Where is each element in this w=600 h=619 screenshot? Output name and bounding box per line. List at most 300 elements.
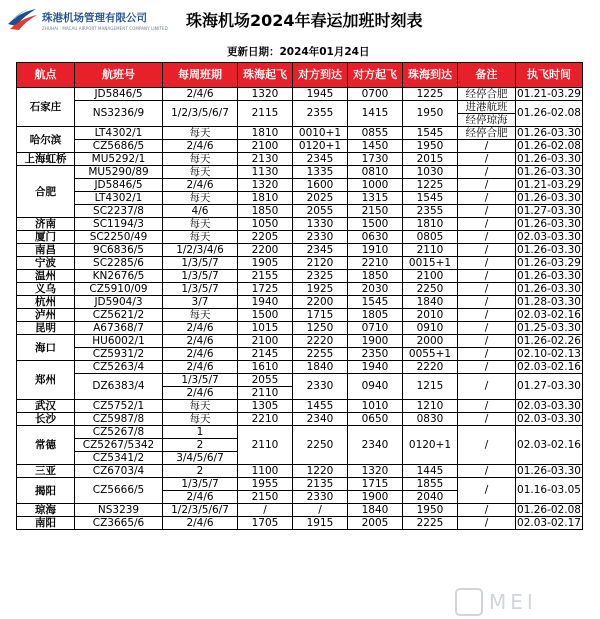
table-cell bbox=[516, 413, 583, 426]
table-cell bbox=[238, 335, 293, 348]
table-cell bbox=[403, 244, 458, 257]
table-cell bbox=[238, 166, 293, 179]
cell-line: 2225 bbox=[416, 517, 444, 529]
table-row bbox=[17, 335, 583, 348]
airport-cell: 常德 bbox=[17, 426, 75, 465]
table-cell bbox=[75, 335, 163, 348]
cell-line: 1/3/5/7 bbox=[181, 257, 219, 269]
cell-line: / bbox=[484, 179, 489, 191]
table-body bbox=[17, 88, 583, 530]
cell-line: 1925 bbox=[306, 283, 334, 295]
cell-line: 每天 bbox=[189, 192, 211, 204]
table-cell bbox=[458, 192, 516, 205]
cell-line: NS3236/9 bbox=[92, 107, 145, 119]
table-cell bbox=[293, 465, 348, 478]
table-cell bbox=[293, 361, 348, 374]
cell-line: 0855 bbox=[361, 127, 389, 139]
table-cell bbox=[75, 517, 163, 530]
cell-line: / bbox=[484, 439, 489, 451]
airport-cell: 南阳 bbox=[17, 517, 75, 530]
table-cell bbox=[348, 140, 403, 153]
cell-line: 1810 bbox=[416, 218, 444, 230]
table-cell bbox=[293, 257, 348, 270]
cell-line: 1715 bbox=[348, 478, 402, 491]
table-row bbox=[17, 400, 583, 413]
table-cell bbox=[163, 504, 238, 517]
airport-cell: 郑州 bbox=[17, 361, 75, 400]
cell-line: 每天 bbox=[189, 231, 211, 243]
table-cell bbox=[238, 400, 293, 413]
table-cell bbox=[293, 140, 348, 153]
table-cell bbox=[403, 192, 458, 205]
table-cell bbox=[75, 257, 163, 270]
cell-line: 1955 bbox=[238, 478, 292, 491]
table-cell bbox=[403, 257, 458, 270]
cell-line: 2355 bbox=[306, 107, 334, 119]
cell-line: 1610 bbox=[251, 361, 279, 373]
logo-swoosh-icon bbox=[6, 6, 38, 32]
airport-cell: 武汉 bbox=[17, 400, 75, 413]
cell-line: 02.03-02.17 bbox=[517, 517, 581, 529]
table-cell bbox=[348, 426, 403, 465]
cell-line: 1030 bbox=[416, 166, 444, 178]
cell-line: 每天 bbox=[189, 309, 211, 321]
table-cell bbox=[75, 231, 163, 244]
cell-line: 1215 bbox=[416, 380, 444, 392]
cell-line: / bbox=[484, 309, 489, 321]
cell-line: 1810 bbox=[251, 127, 279, 139]
cell-line: / bbox=[484, 192, 489, 204]
column-header: 执飞时间 bbox=[516, 63, 583, 88]
cell-line: 01.26-03.30 bbox=[517, 465, 581, 477]
cell-line: 1705 bbox=[251, 517, 279, 529]
airport-cell: 琼海 bbox=[17, 504, 75, 517]
cell-line: 0120+1 bbox=[408, 439, 452, 451]
cell-line: 2100 bbox=[251, 335, 279, 347]
cell-line: 02.03-02.16 bbox=[517, 309, 581, 321]
cell-line: 2/4/6 bbox=[186, 361, 214, 373]
table-cell bbox=[75, 205, 163, 218]
table-cell bbox=[75, 140, 163, 153]
table-row bbox=[17, 205, 583, 218]
table-cell bbox=[516, 465, 583, 478]
cell-line: 2350 bbox=[361, 348, 389, 360]
cell-line: 2150 bbox=[251, 491, 279, 503]
table-cell bbox=[163, 413, 238, 426]
cell-line: CZ5752/1 bbox=[92, 400, 145, 412]
table-row bbox=[17, 218, 583, 231]
cell-line: / bbox=[484, 484, 489, 496]
table-cell bbox=[163, 296, 238, 309]
table-cell bbox=[293, 218, 348, 231]
cell-line: 01.26-03.30 bbox=[517, 244, 581, 256]
table-cell bbox=[238, 374, 293, 400]
table-cell bbox=[348, 231, 403, 244]
table-cell bbox=[403, 322, 458, 335]
table-cell bbox=[348, 166, 403, 179]
airport-cell: 海口 bbox=[17, 335, 75, 361]
airport-cell: 三亚 bbox=[17, 465, 75, 478]
cell-line: 0120+1 bbox=[298, 140, 342, 152]
table-cell bbox=[238, 309, 293, 322]
table-cell bbox=[348, 257, 403, 270]
table-cell bbox=[516, 257, 583, 270]
table-cell bbox=[238, 218, 293, 231]
table-cell bbox=[458, 179, 516, 192]
cell-line: 01.26-03.30 bbox=[517, 153, 581, 165]
cell-line: 1450 bbox=[361, 140, 389, 152]
cell-line: 1855 bbox=[403, 478, 457, 491]
table-cell bbox=[516, 400, 583, 413]
cell-line: / bbox=[484, 504, 489, 516]
cell-line: 2255 bbox=[306, 348, 334, 360]
table-cell bbox=[348, 361, 403, 374]
table-cell bbox=[163, 361, 238, 374]
cell-line: 1950 bbox=[416, 140, 444, 152]
table-cell bbox=[293, 309, 348, 322]
cell-line: 4/6 bbox=[191, 205, 209, 217]
table-row bbox=[17, 88, 583, 101]
cell-line: 每天 bbox=[189, 153, 211, 165]
cell-line: 1320 bbox=[251, 179, 279, 191]
cell-line: 1840 bbox=[361, 504, 389, 516]
cell-line: 1805 bbox=[361, 309, 389, 321]
table-cell bbox=[403, 413, 458, 426]
cell-line: 2/4/6 bbox=[186, 140, 214, 152]
table-cell bbox=[293, 127, 348, 140]
table-cell bbox=[293, 517, 348, 530]
table-cell bbox=[238, 88, 293, 101]
cell-line: / bbox=[484, 413, 489, 425]
table-cell bbox=[238, 205, 293, 218]
cell-line: 01.26-02.08 bbox=[517, 140, 581, 152]
cell-line: 0940 bbox=[361, 380, 389, 392]
table-cell bbox=[516, 244, 583, 257]
update-value: 2024年01月24日 bbox=[279, 46, 370, 58]
table-cell bbox=[163, 400, 238, 413]
table-cell bbox=[516, 205, 583, 218]
airport-cell: 济南 bbox=[17, 218, 75, 231]
airport-cell: 哈尔滨 bbox=[17, 127, 75, 153]
table-cell bbox=[163, 192, 238, 205]
table-cell bbox=[516, 426, 583, 465]
table-cell bbox=[516, 335, 583, 348]
table-cell bbox=[238, 179, 293, 192]
cell-line: 2110 bbox=[251, 387, 279, 399]
cell-line: 2220 bbox=[306, 335, 334, 347]
cell-line: 1/3/5/7 bbox=[163, 478, 237, 491]
table-row bbox=[17, 101, 583, 127]
table-cell bbox=[238, 140, 293, 153]
cell-line: 2/4/6 bbox=[186, 322, 214, 334]
table-cell bbox=[238, 192, 293, 205]
table-cell bbox=[348, 88, 403, 101]
table-row bbox=[17, 517, 583, 530]
table-cell bbox=[163, 348, 238, 361]
table-cell bbox=[516, 270, 583, 283]
table-cell bbox=[238, 413, 293, 426]
cell-line: 2/4/6 bbox=[186, 491, 214, 503]
cell-line: 每天 bbox=[189, 127, 211, 139]
cell-line: 1900 bbox=[361, 335, 389, 347]
watermark bbox=[455, 588, 590, 616]
table-cell bbox=[293, 192, 348, 205]
table-cell bbox=[458, 348, 516, 361]
cell-line: 02.03-02.16 bbox=[517, 361, 581, 373]
table-cell bbox=[163, 231, 238, 244]
table-cell bbox=[75, 296, 163, 309]
cell-line: 1305 bbox=[251, 400, 279, 412]
cell-line: CZ5666/5 bbox=[92, 484, 145, 496]
table-cell bbox=[348, 244, 403, 257]
cell-line: LT4302/1 bbox=[94, 192, 143, 204]
cell-line: 2345 bbox=[306, 244, 334, 256]
cell-line: 进港航班 bbox=[458, 101, 515, 114]
table-cell bbox=[403, 218, 458, 231]
table-cell bbox=[238, 478, 293, 504]
cell-line: CZ5267/8 bbox=[75, 426, 162, 439]
table-cell bbox=[293, 283, 348, 296]
column-header: 航班号 bbox=[75, 63, 163, 88]
cell-line: 1445 bbox=[416, 465, 444, 477]
table-row bbox=[17, 348, 583, 361]
table-cell bbox=[403, 361, 458, 374]
cell-line: JD5846/5 bbox=[94, 179, 143, 191]
table-cell bbox=[516, 127, 583, 140]
table-cell bbox=[163, 283, 238, 296]
table-cell bbox=[516, 322, 583, 335]
table-cell bbox=[348, 465, 403, 478]
table-row bbox=[17, 127, 583, 140]
cell-line: 1015 bbox=[251, 322, 279, 334]
cell-line: 0910 bbox=[416, 322, 444, 334]
cell-line: CZ5686/5 bbox=[92, 140, 145, 152]
cell-line: 2340 bbox=[361, 439, 389, 451]
cell-line: 01.26-03.30 bbox=[517, 127, 581, 139]
cell-line: CZ5621/2 bbox=[92, 309, 145, 321]
table-cell bbox=[293, 426, 348, 465]
table-row bbox=[17, 504, 583, 517]
cell-line: 1210 bbox=[416, 400, 444, 412]
cell-line: 2/4/6 bbox=[186, 387, 214, 399]
cell-line: / bbox=[484, 257, 489, 269]
table-cell bbox=[348, 296, 403, 309]
cell-line: 1000 bbox=[361, 179, 389, 191]
cell-line: 01.21-03.29 bbox=[517, 88, 581, 100]
table-cell bbox=[403, 374, 458, 400]
table-cell bbox=[516, 140, 583, 153]
table-cell bbox=[163, 205, 238, 218]
table-cell bbox=[163, 465, 238, 478]
cell-line: 1950 bbox=[416, 504, 444, 516]
cell-line: 1910 bbox=[361, 244, 389, 256]
airport-cell: 南昌 bbox=[17, 244, 75, 257]
cell-line: 1940 bbox=[361, 361, 389, 373]
cell-line: 1/2/3/5/6/7 bbox=[171, 504, 229, 516]
table-cell bbox=[403, 283, 458, 296]
table-cell bbox=[163, 270, 238, 283]
table-cell bbox=[75, 88, 163, 101]
column-header: 航点 bbox=[17, 63, 75, 88]
cell-line: 2 bbox=[196, 465, 204, 477]
table-cell bbox=[75, 400, 163, 413]
table-cell bbox=[348, 517, 403, 530]
table-cell bbox=[293, 231, 348, 244]
cell-line: 1500 bbox=[251, 309, 279, 321]
cell-line: 1/3/5/7 bbox=[181, 283, 219, 295]
cell-line: 每天 bbox=[189, 166, 211, 178]
cell-line: 2110 bbox=[416, 244, 444, 256]
cell-line: 01.26-03.30 bbox=[517, 270, 581, 282]
table-cell bbox=[348, 270, 403, 283]
cell-line: 3/7 bbox=[191, 296, 209, 308]
cell-line: 1050 bbox=[251, 218, 279, 230]
cell-line: 2/4/6 bbox=[186, 517, 214, 529]
table-cell bbox=[458, 140, 516, 153]
cell-line: 2150 bbox=[361, 205, 389, 217]
cell-line: 01.26-02.08 bbox=[517, 504, 581, 516]
cell-line: 2025 bbox=[306, 192, 334, 204]
cell-line: 2/4/6 bbox=[186, 335, 214, 347]
table-cell bbox=[458, 322, 516, 335]
cell-line: / bbox=[484, 361, 489, 373]
table-row bbox=[17, 166, 583, 179]
cell-line: 01.21-03.29 bbox=[517, 179, 581, 191]
cell-line: 02.03-03.30 bbox=[517, 231, 581, 243]
table-cell bbox=[516, 192, 583, 205]
table-cell bbox=[516, 231, 583, 244]
table-row bbox=[17, 270, 583, 283]
cell-line: DZ6383/4 bbox=[92, 380, 145, 392]
cell-line: 1320 bbox=[251, 88, 279, 100]
table-cell bbox=[163, 335, 238, 348]
cell-line: 2205 bbox=[251, 231, 279, 243]
table-cell bbox=[348, 478, 403, 504]
cell-line: 2200 bbox=[251, 244, 279, 256]
table-cell bbox=[293, 270, 348, 283]
table-row bbox=[17, 179, 583, 192]
cell-line: / bbox=[484, 244, 489, 256]
cell-line: 02.10-02.13 bbox=[517, 348, 581, 360]
table-cell bbox=[403, 517, 458, 530]
table-cell bbox=[75, 101, 163, 127]
table-cell bbox=[458, 205, 516, 218]
table-cell bbox=[516, 296, 583, 309]
watermark-text: MEI bbox=[489, 590, 537, 614]
airport-cell: 杭州 bbox=[17, 296, 75, 309]
cell-line: CZ5910/09 bbox=[89, 283, 148, 295]
table-cell bbox=[293, 88, 348, 101]
table-cell bbox=[238, 517, 293, 530]
cell-line: 每天 bbox=[189, 218, 211, 230]
cell-line: 经停合肥 bbox=[465, 127, 508, 139]
table-row bbox=[17, 322, 583, 335]
table-cell bbox=[163, 257, 238, 270]
cell-line: 1225 bbox=[416, 88, 444, 100]
table-cell bbox=[238, 296, 293, 309]
cell-line: SC2285/6 bbox=[93, 257, 144, 269]
cell-line: 0810 bbox=[361, 166, 389, 178]
cell-line: / bbox=[484, 166, 489, 178]
cell-line: 1 bbox=[163, 426, 237, 439]
table-cell bbox=[403, 309, 458, 322]
table-cell bbox=[163, 426, 238, 465]
table-row bbox=[17, 244, 583, 257]
cell-line: 01.26-03.29 bbox=[517, 257, 581, 269]
cell-line: 1335 bbox=[306, 166, 334, 178]
airport-cell: 昆明 bbox=[17, 322, 75, 335]
cell-line: 1915 bbox=[306, 517, 334, 529]
table-cell bbox=[75, 465, 163, 478]
table-row bbox=[17, 361, 583, 374]
cell-line: / bbox=[484, 400, 489, 412]
table-cell bbox=[403, 153, 458, 166]
table-cell bbox=[403, 270, 458, 283]
table-cell bbox=[458, 413, 516, 426]
table-cell bbox=[293, 205, 348, 218]
cell-line: 2330 bbox=[306, 380, 334, 392]
cell-line: 2130 bbox=[251, 153, 279, 165]
table-cell bbox=[516, 88, 583, 101]
table-cell bbox=[293, 153, 348, 166]
table-cell bbox=[458, 283, 516, 296]
table-cell bbox=[458, 478, 516, 504]
table-cell bbox=[348, 283, 403, 296]
cell-line: 2250 bbox=[416, 283, 444, 295]
cell-line: 每天 bbox=[189, 400, 211, 412]
table-cell bbox=[458, 426, 516, 465]
cell-line: 2325 bbox=[306, 270, 334, 282]
cell-line: 1850 bbox=[251, 205, 279, 217]
cell-line: / bbox=[484, 465, 489, 477]
cell-line: HU6002/1 bbox=[92, 335, 145, 347]
cell-line: 2155 bbox=[251, 270, 279, 282]
column-header: 珠海到达 bbox=[403, 63, 458, 88]
cell-line: 2340 bbox=[306, 413, 334, 425]
table-cell bbox=[458, 361, 516, 374]
cell-line: / bbox=[484, 380, 489, 392]
cell-line: 01.26-03.30 bbox=[517, 218, 581, 230]
table-cell bbox=[293, 335, 348, 348]
table-header-row bbox=[17, 63, 583, 88]
cell-line: 1715 bbox=[306, 309, 334, 321]
table-cell bbox=[348, 153, 403, 166]
table-cell bbox=[516, 478, 583, 504]
table-cell bbox=[75, 179, 163, 192]
table-cell bbox=[163, 309, 238, 322]
table-cell bbox=[348, 101, 403, 127]
table-cell bbox=[75, 426, 163, 465]
table-cell bbox=[293, 400, 348, 413]
company-logo bbox=[6, 4, 166, 38]
cell-line: 2355 bbox=[416, 205, 444, 217]
cell-line: 2345 bbox=[306, 153, 334, 165]
table-cell bbox=[458, 231, 516, 244]
cell-line: CZ5263/4 bbox=[92, 361, 145, 373]
cell-line: 0805 bbox=[416, 231, 444, 243]
table-cell bbox=[163, 244, 238, 257]
table-cell bbox=[163, 88, 238, 101]
table-cell bbox=[163, 179, 238, 192]
table-cell bbox=[348, 335, 403, 348]
cell-line: 02.03-03.30 bbox=[517, 413, 581, 425]
table-cell bbox=[516, 504, 583, 517]
cell-line: 01.27-03.30 bbox=[517, 205, 581, 217]
cell-line: CZ5931/2 bbox=[92, 348, 145, 360]
table-cell bbox=[348, 192, 403, 205]
table-cell bbox=[238, 465, 293, 478]
cell-line: JD5904/3 bbox=[94, 296, 143, 308]
